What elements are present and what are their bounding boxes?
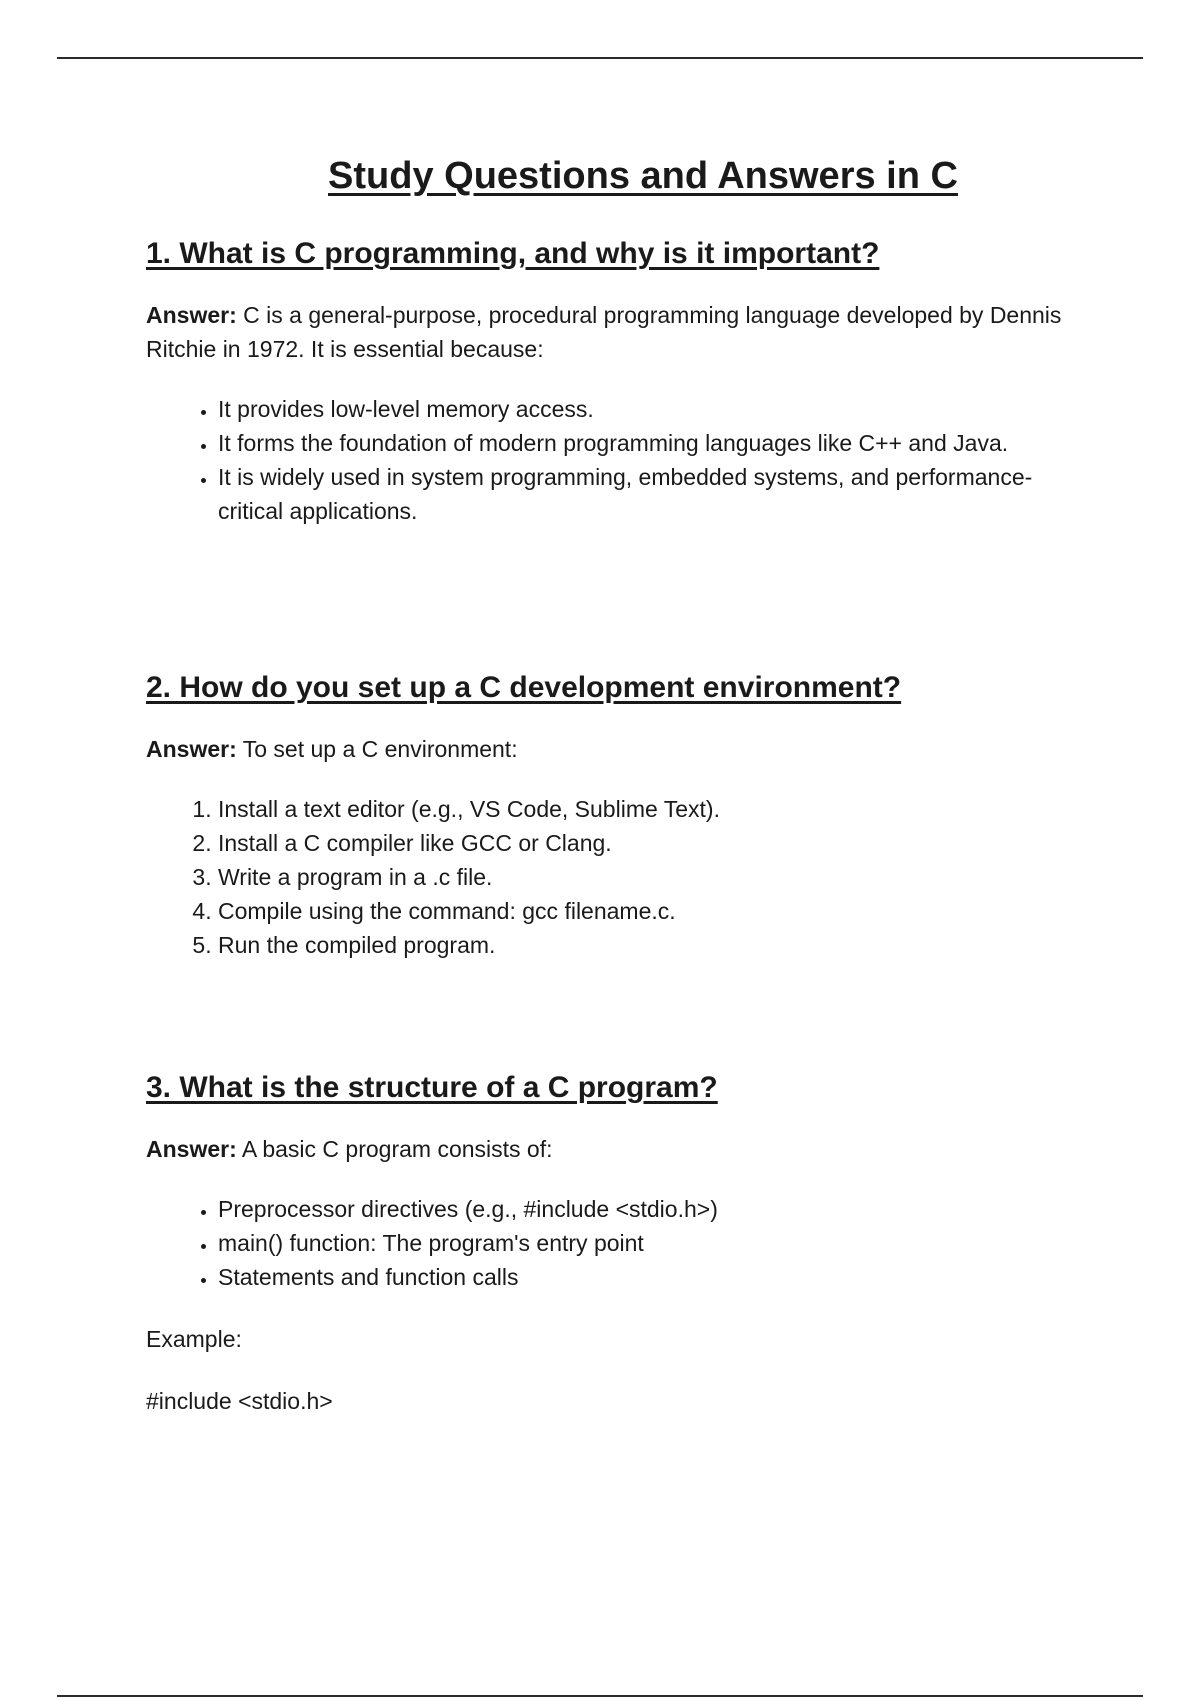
- question-section-1: [146, 234, 1086, 528]
- list-item: • It forms the foundation of modern programming languages like C++ and Java.: [218, 426, 1086, 460]
- top-rule: [57, 57, 1143, 59]
- document-body: [146, 150, 1086, 1414]
- list-item: • Statements and function calls: [218, 1260, 1086, 1294]
- list-item: • Preprocessor directives (e.g., #include <stdio.h>): [218, 1192, 1086, 1226]
- question-section-3: [146, 1068, 1086, 1418]
- numbered-list: [146, 792, 1086, 962]
- question-heading: 3. What is the structure of a C program?: [146, 1071, 718, 1104]
- answer-text: C is a general-purpose, procedural programming language developed by Dennis Ritchie in 1972. It is essential because:: [146, 302, 1062, 362]
- answer-text: A basic C program consists of:: [236, 1136, 553, 1162]
- question-heading: 2. How do you set up a C development environment?: [146, 671, 902, 704]
- answer-paragraph: [146, 1132, 1086, 1166]
- list-item: 4. Compile using the command: gcc filename.c.: [218, 894, 1086, 928]
- bullet-list: [146, 392, 1086, 528]
- bullet-list: [146, 1192, 1086, 1294]
- list-item: 1. Install a text editor (e.g., VS Code, Sublime Text).: [218, 792, 1086, 826]
- answer-label: Answer:: [146, 1136, 237, 1162]
- question-heading: 1. What is C programming, and why is it important?: [146, 237, 880, 270]
- answer-text: To set up a C environment:: [236, 736, 518, 762]
- answer-paragraph: [146, 298, 1086, 366]
- list-item: • main() function: The program's entry point: [218, 1226, 1086, 1260]
- list-item: 2. Install a C compiler like GCC or Clang.: [218, 826, 1086, 860]
- code-line: #include <stdio.h>: [146, 1388, 333, 1414]
- question-section-2: [146, 668, 1086, 962]
- bottom-rule: [57, 1695, 1143, 1697]
- answer-label: Answer:: [146, 736, 237, 762]
- list-item: • It provides low-level memory access.: [218, 392, 1086, 426]
- list-item: • It is widely used in system programming, embedded systems, and performance-critical applications.: [218, 460, 1086, 528]
- example-label: Example:: [146, 1326, 242, 1352]
- list-item: 5. Run the compiled program.: [218, 928, 1086, 962]
- answer-label: Answer:: [146, 302, 237, 328]
- list-item: 3. Write a program in a .c file.: [218, 860, 1086, 894]
- answer-paragraph: [146, 732, 1086, 766]
- document-title: Study Questions and Answers in C: [328, 155, 958, 197]
